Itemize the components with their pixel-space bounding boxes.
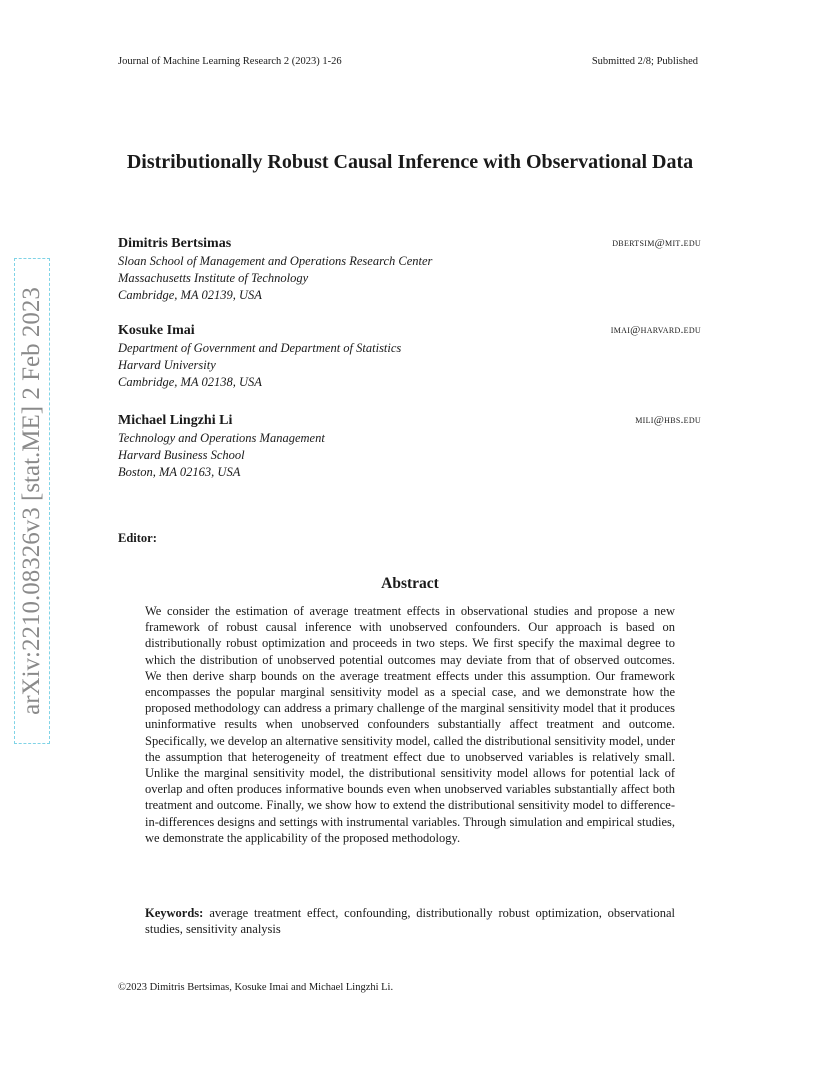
abstract-heading: Abstract (381, 575, 439, 592)
author-block (118, 412, 701, 481)
running-header-journal: Journal of Machine Learning Research 2 (2023) 1-26 (118, 56, 342, 67)
author-affiliation-line: Boston, MA 02163, USA (118, 465, 241, 479)
author-affiliation-line: Technology and Operations Management (118, 431, 325, 445)
paper-title: Distributionally Robust Causal Inference with Observational Data (126, 151, 694, 173)
arxiv-stamp[interactable] (14, 258, 50, 744)
author-name: Michael Lingzhi Li (118, 413, 233, 428)
editor-label: Editor: (118, 531, 157, 545)
author-affiliation-line: Department of Government and Department of Statistics (118, 341, 402, 355)
author-block (118, 322, 701, 391)
author-affiliation-line: Harvard Business School (118, 448, 245, 462)
author-name: Dimitris Bertsimas (118, 236, 232, 251)
abstract-text: We consider the estimation of average treatment effects in observational studies and propose a new framework of robust causal inference with unobserved confounders. Our approach is based on distributionally robust optimization and proceeds in two steps. We first specify the maximal degree to which the distribution of unobserved potential outcomes may deviate from that of observed outcomes. We then derive sharp bounds on the average treatment effects under this assumption. Our framework encompasses the popular marginal sensitivity model as a special case, and we demonstrate how the proposed methodology can address a primary challenge of the marginal sensitivity model that it produces uninformative results when unobserved confounders substantially affect treatment and outcome. Specifically, we develop an alternative sensitivity model, called the distributional sensitivity model, under the assumption that heterogeneity of treatment effect due to unobserved variables is relatively small. Unlike the marginal sensitivity model, the distributional sensitivity model allows for potential lack of overlap and often produces informative bounds even when unobserved variables substantially affect both treatment and outcome. Finally, we show how to extend the distributional sensitivity model to difference-in-differences designs and settings with instrumental variables. Through simulation and empirical studies, we demonstrate the applicability of the proposed methodology. (145, 604, 675, 845)
author-affiliation-line: Sloan School of Management and Operations Research Center (118, 254, 433, 268)
author-affiliation-line: Cambridge, MA 02138, USA (118, 375, 262, 389)
author-name: Kosuke Imai (118, 323, 195, 338)
author-affiliation-line: Harvard University (118, 358, 216, 372)
author-email[interactable]: mili@hbs.edu (635, 414, 701, 426)
arxiv-stamp-text: arXiv:2210.08326v3 [stat.ME] 2 Feb 2023 (18, 287, 45, 715)
author-email[interactable]: imai@harvard.edu (610, 324, 701, 336)
keywords (145, 905, 675, 937)
author-block (118, 235, 701, 304)
author-email[interactable]: dbertsim@mit.edu (612, 237, 701, 249)
keywords-label: Keywords: (145, 906, 204, 920)
author-affiliation-line: Massachusetts Institute of Technology (118, 271, 309, 285)
copyright-notice: ©2023 Dimitris Bertsimas, Kosuke Imai and Michael Lingzhi Li. (118, 982, 394, 993)
author-affiliation-line: Cambridge, MA 02139, USA (118, 288, 262, 302)
keywords-text: average treatment effect, confounding, distributionally robust optimization, observational studies, sensitivity analysis (145, 906, 675, 937)
running-header-submitted: Submitted 2/8; Published (591, 56, 698, 67)
